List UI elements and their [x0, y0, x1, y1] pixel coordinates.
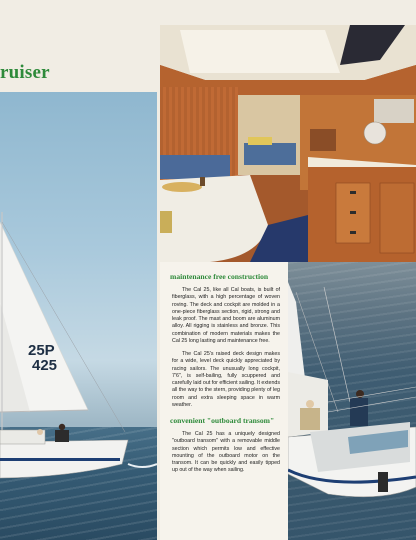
wake — [128, 464, 157, 467]
decor-plate — [364, 122, 386, 144]
sailboat-illustration — [0, 92, 157, 540]
cockpit-illustration — [288, 262, 416, 540]
cockpit-photo — [288, 262, 416, 540]
section-title-transom: convenient "outboard transom" — [170, 416, 275, 425]
napkin — [160, 211, 172, 233]
hull-stripe — [0, 458, 120, 461]
sailor-body — [55, 430, 69, 442]
sailor-head — [59, 424, 65, 430]
feature-text-column — [160, 262, 288, 540]
section-title-construction: maintenance free construction — [170, 272, 269, 281]
sail — [288, 282, 306, 387]
forward-berth-cushion — [244, 143, 296, 165]
lifeline — [328, 387, 416, 402]
settee-back — [160, 155, 230, 179]
page-headline: ruiser — [0, 62, 50, 83]
cabin-illustration — [160, 25, 416, 262]
crew-body-1 — [300, 408, 320, 430]
porthole-window — [374, 99, 414, 123]
sailboat-photo — [0, 92, 157, 540]
cup — [200, 177, 205, 186]
drawer-handle — [350, 191, 356, 194]
sail-number-top: 25P — [28, 342, 55, 359]
lifeline — [328, 397, 416, 412]
paragraph-construction: The Cal 25, like all Cal boats, is built of fiberglass, with a high percentage of woven roving. The deck and cockpit are molded in a one-piece fiberglass section, rigid, strong and leak proof. The mast and boom are aluminum alloy. All rigging is stainless and bronze. This combination of modern materials makes the Cal 25 long lasting and maintenance free. — [172, 287, 280, 344]
pillow — [248, 137, 272, 145]
outboard-motor — [378, 472, 388, 492]
cabinet-door — [380, 183, 414, 253]
spice-rack — [310, 129, 336, 151]
drawer-handle — [350, 231, 356, 234]
crew-head — [37, 429, 43, 435]
drawer-handle — [350, 211, 356, 214]
crew-body-2 — [350, 398, 368, 426]
crew-head-1 — [306, 400, 314, 408]
paragraph-transom: The Cal 25 has a uniquely designed "outboard transom" with a removable middle section which permits low and effective mounting of the outboard motor on the transom. It can be quickly and easily tipped up out of the way when sailing. — [172, 431, 280, 474]
hatch-light — [180, 30, 340, 73]
plate — [162, 182, 202, 192]
paragraph-deck-design: The Cal 25's raised deck design makes for a wide, level deck quickly appreciated by racing sailors. The unusually long cockpit, 7'6", is self-bailing, fully scuppered and carefully laid out for efficient sailing. It extends all the way to the stern, providing plenty of leg room and extra sleeping space in warm weather. — [172, 351, 280, 408]
sail-number-bottom: 425 — [32, 357, 58, 374]
cabin-interior-photo — [160, 25, 416, 262]
